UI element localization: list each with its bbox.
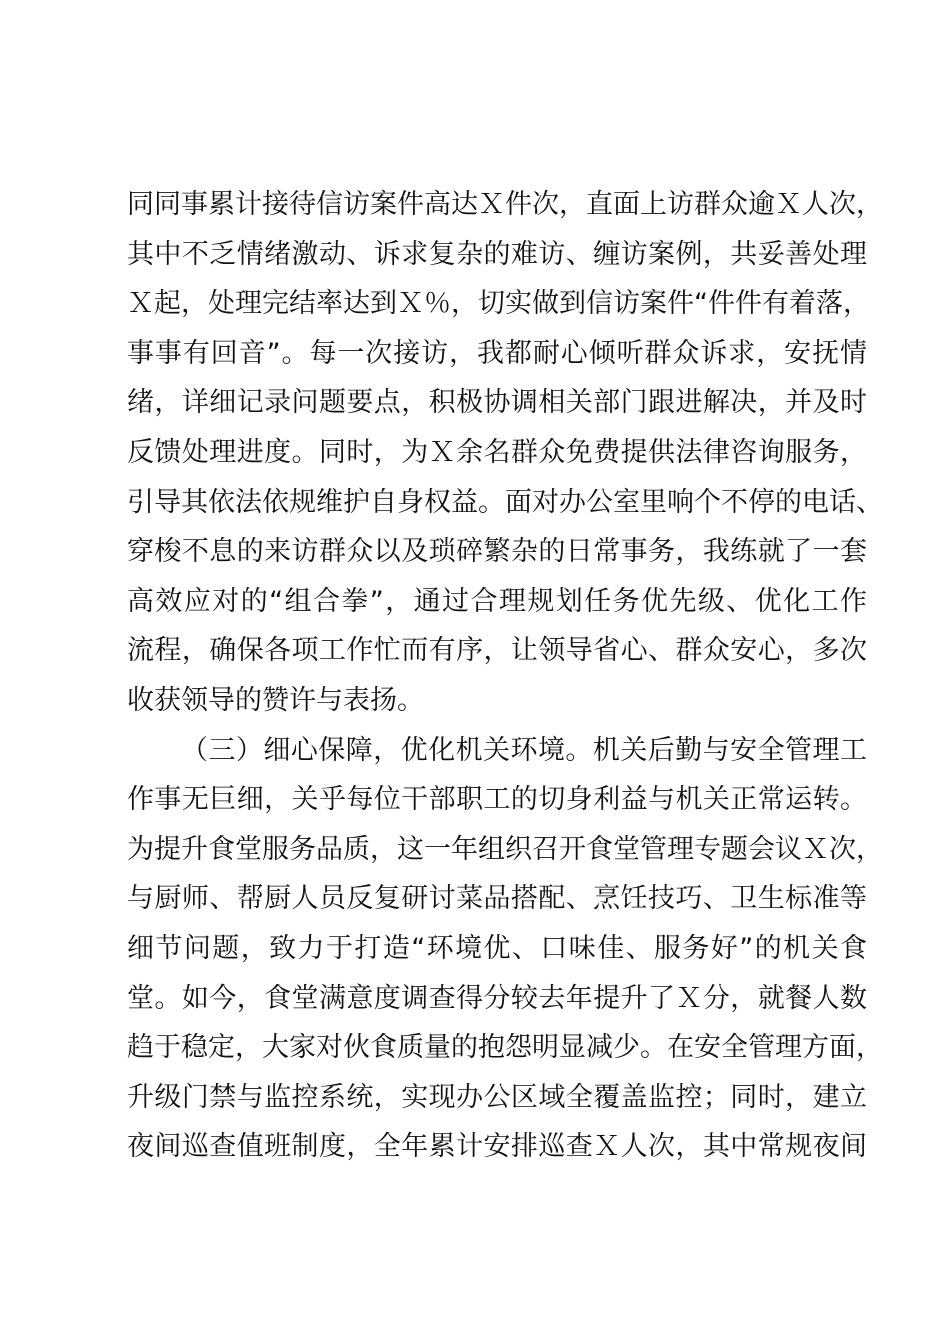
paragraph-line: 收获领导的赞许与表扬。 <box>127 684 424 716</box>
paragraph-line: 细节问题，致力于打造“环境优、口味佳、服务好”的机关食 <box>127 932 867 964</box>
paragraph-line: 事事有回音”。每一次接访，我都耐心倾听群众诉求，安抚情 <box>127 337 867 369</box>
paragraph-line: 堂。如今，食堂满意度调查得分较去年提升了Ｘ分，就餐人数 <box>127 982 867 1014</box>
paragraph-line: 其中不乏情绪激动、诉求复杂的难访、缠访案例，共妥善处理 <box>127 238 867 270</box>
paragraph-line: 绪，详细记录问题要点，积极协调相关部门跟进解决，并及时 <box>127 387 867 419</box>
paragraph-line: 引导其依法依规维护自身权益。面对办公室里响个不停的电话、 <box>127 486 883 518</box>
paragraph-line: 夜间巡查值班制度，全年累计安排巡查Ｘ人次，其中常规夜间 <box>127 1131 867 1163</box>
paragraph-line: 穿梭不息的来访群众以及琐碎繁杂的日常事务，我练就了一套 <box>127 536 867 568</box>
paragraph-line: 同同事累计接待信访案件高达Ｘ件次，直面上访群众逾Ｘ人次， <box>127 189 883 220</box>
section-heading-line: （三）细心保障，优化机关环境。机关后勤与安全管理工 <box>181 734 867 766</box>
document-body <box>127 180 883 1172</box>
paragraph-line: 趋于稳定，大家对伙食质量的抱怨明显减少。在安全管理方面， <box>127 1032 883 1064</box>
paragraph-line: 作事无巨细，关乎每位干部职工的切身利益与机关正常运转。 <box>127 784 867 816</box>
paragraph-line: 与厨师、帮厨人员反复研讨菜品搭配、烹饪技巧、卫生标准等 <box>127 883 867 915</box>
paragraph-line: Ｘ起，处理完结率达到Ｘ％，切实做到信访案件“件件有着落， <box>127 288 870 320</box>
paragraph-line: 反馈处理进度。同时，为Ｘ余名群众免费提供法律咨询服务， <box>127 436 867 468</box>
paragraph-line: 升级门禁与监控系统，实现办公区域全覆盖监控；同时，建立 <box>127 1081 867 1113</box>
paragraph-line: 高效应对的“组合拳”，通过合理规划任务优先级、优化工作 <box>127 585 867 617</box>
paragraph-line: 流程，确保各项工作忙而有序，让领导省心、群众安心，多次 <box>127 635 867 667</box>
paragraph-line: 为提升食堂服务品质，这一年组织召开食堂管理专题会议Ｘ次， <box>127 833 883 865</box>
